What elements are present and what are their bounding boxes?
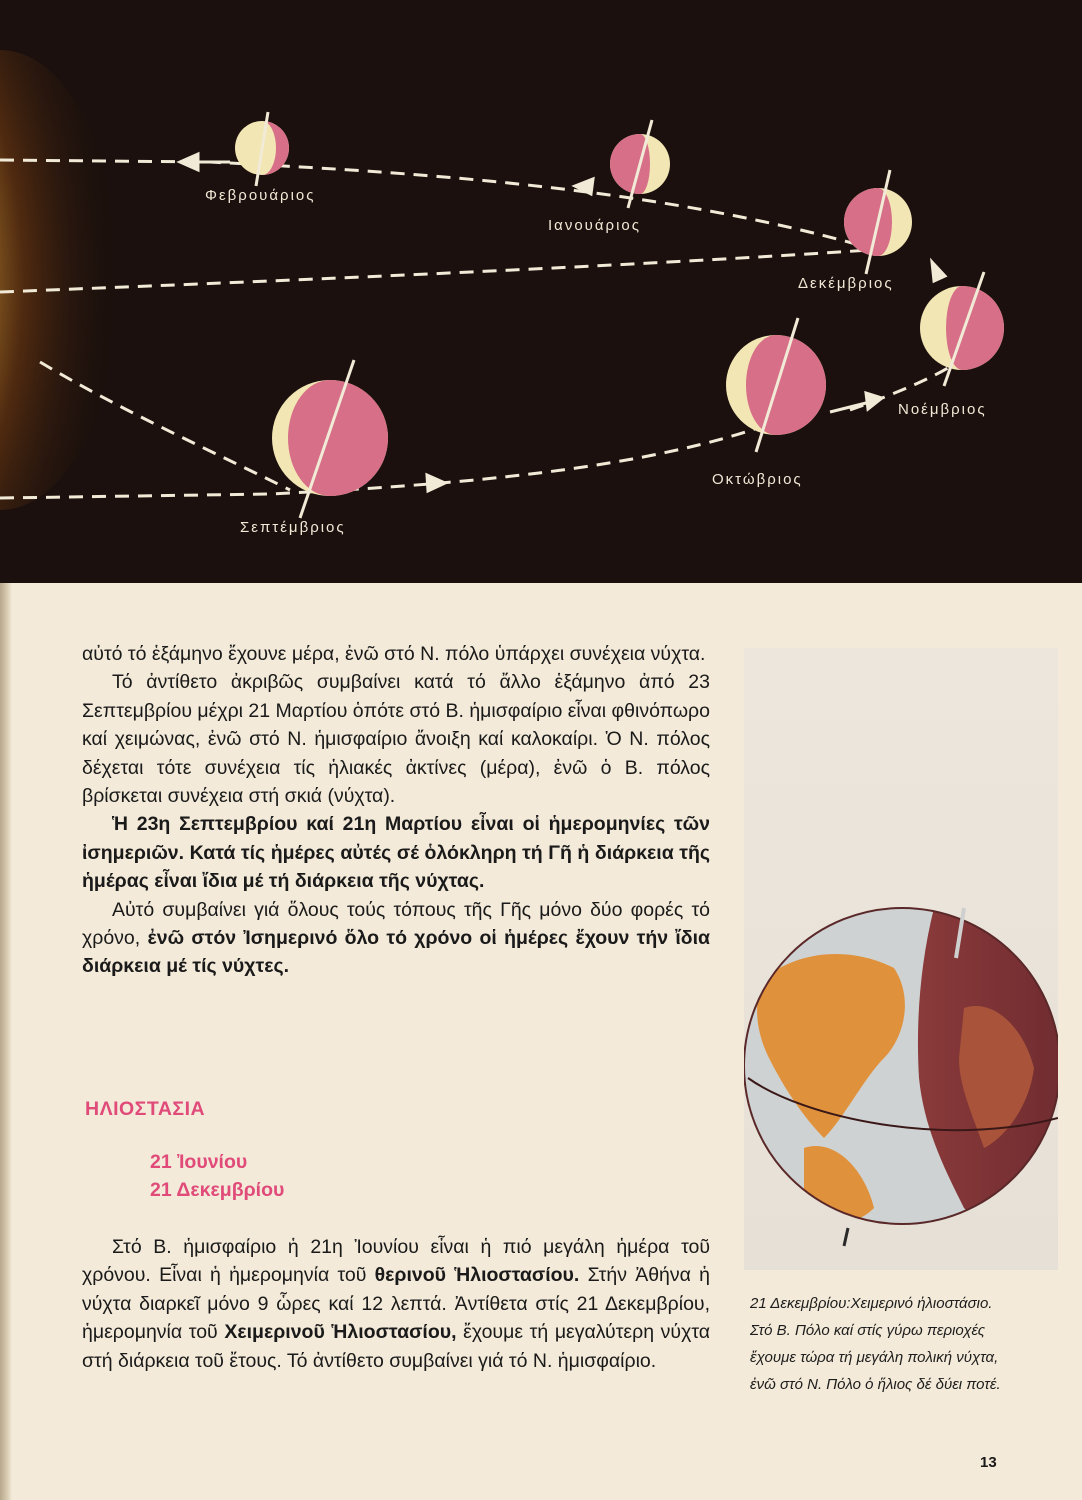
paragraph-4-bold: ἐνῶ στόν Ἰσημερινό ὅλο τό χρόνο οἱ ἡμέρες ἔχουν τήν ἴδια διάρκεια μέ τίς νύχτες. <box>82 927 710 978</box>
solstice-text-2: Στήν Ἀθήνα ἡ νύχτα διαρκεῖ μόνο 9 ὧρες καί 12 λεπτά. Ἀντίθετα στίς 21 Δεκεμβρίου, ἡμερομηνία τοῦ <box>82 1264 710 1344</box>
page-number: 13 <box>980 1454 997 1471</box>
label-october: Οκτώβριος <box>712 471 803 488</box>
label-february: Φεβρουάριος <box>205 187 316 204</box>
arrow-to-november-head <box>866 393 882 409</box>
paragraph-1: αὐτό τό ἑξάμηνο ἔχουνε μέρα, ἐνῶ στό Ν. πόλο ὑπάρχει συνέχεια νύχτα. <box>82 643 706 665</box>
solstice-text-3: ἔχουμε τή μεγαλύτερη νύχτα στή διάρκεια τοῦ ἔτους. Τό ἀντίθετο συμβαίνει γιά τό Ν. ἡμισφαίριο. <box>82 1321 711 1372</box>
paragraph-2: Τό ἀντίθετο ἀκριβῶς συμβαίνει κατά τό ἄλλο ἑξάμηνο ἀπό 23 Σεπτεμβρίου μέχρι 21 Μαρτίου ὁπότε στό Β. ἡμισφαίριο εἶναι φθινόπωρο καί χειμώνας, ἐνῶ στό Ν. ἡμισφαίριο ἄνοιξη καί καλοκαίρι. Ὁ Ν. πόλος δέχεται τότε συνέχεια τίς ἡλιακές ἀκτίνες (μέρα), ἐνῶ ὁ Β. πόλος βρίσκεται συνέχεια στή σκιά (νύχτα). <box>82 671 710 808</box>
orbit-line-middle <box>0 250 870 292</box>
earth-november <box>920 272 1004 386</box>
arrow-to-february-head <box>180 154 198 170</box>
arrow-to-november <box>830 402 870 412</box>
paragraph-4 <box>82 896 710 981</box>
solstice-paragraph <box>82 1233 710 1375</box>
label-september: Σεπτέμβριος <box>240 519 346 536</box>
figure-caption <box>750 1290 1012 1398</box>
orbit-line-upper <box>0 160 870 248</box>
arrow-to-october-head <box>427 475 445 491</box>
summer-solstice-term: θερινοῦ Ἡλιοστασίου. <box>374 1264 580 1287</box>
orbit-diagram <box>0 0 1082 583</box>
solstice-dates <box>150 1148 284 1204</box>
caption-date: 21 Δεκεμβρίου: <box>750 1295 851 1312</box>
label-december: Δεκέμβριος <box>798 275 894 292</box>
solstice-text-1: Στό Β. ἡμισφαίριο ἡ 21η Ἰουνίου εἶναι ἡ πιό μεγάλη ἡμέρα τοῦ χρόνου. Εἶναι ἡ ἡμερομηνία τοῦ <box>82 1236 710 1287</box>
arrow-to-december-head <box>932 262 945 281</box>
paragraph-4-normal: Αὐτό συμβαίνει γιά ὅλους τούς τόπους τῆς Γῆς μόνο δύο φορές τό χρόνο, <box>82 898 710 950</box>
solstice-date-june: 21 Ἰουνίου <box>150 1151 248 1173</box>
winter-solstice-term: Χειμερινοῦ Ἡλιοστασίου, <box>224 1321 457 1344</box>
globe-illustration <box>744 648 1058 1270</box>
caption-text: Χειμερινό ἡλιοστάσιο. Στό Β. Πόλο καί στίς γύρω περιοχές ἔχουμε τώρα τή μεγάλη πολική νύχτα, ἐνῶ στό Ν. Πόλο ὁ ἥλιος δέ δύει ποτέ. <box>750 1295 1001 1393</box>
section-heading-solstices: ΗΛΙΟΣΤΑΣΙΑ <box>85 1098 206 1120</box>
solstice-text <box>82 1233 710 1375</box>
sun-glow <box>0 50 120 510</box>
orbit-illustration <box>0 0 1082 583</box>
globe-figure-panel <box>744 648 1058 1270</box>
earth-january <box>610 120 670 208</box>
label-january: Ιανουάριος <box>548 217 641 234</box>
globe-axis-bottom <box>844 1228 848 1246</box>
orbit-line-lower <box>0 420 780 498</box>
paragraph-equinox-bold: Ἡ 23η Σεπτεμβρίου καί 21η Μαρτίου εἶναι οἱ ἡμερομηνίες τῶν ἰσημεριῶν. Κατά τίς ἡμέρες αὐτές σέ ὁλόκληρη τή Γῆ ἡ διάρκεια τῆς ἡμέρας εἶναι ἴδια μέ τή διάρκεια τῆς νύχτας. <box>82 813 710 893</box>
label-november: Νοέμβριος <box>898 401 987 418</box>
globe-body <box>744 904 1058 1248</box>
main-text-column <box>82 640 710 981</box>
earth-february <box>235 112 289 186</box>
solstice-date-december: 21 Δεκεμβρίου <box>150 1179 285 1201</box>
earth-december <box>844 170 912 274</box>
